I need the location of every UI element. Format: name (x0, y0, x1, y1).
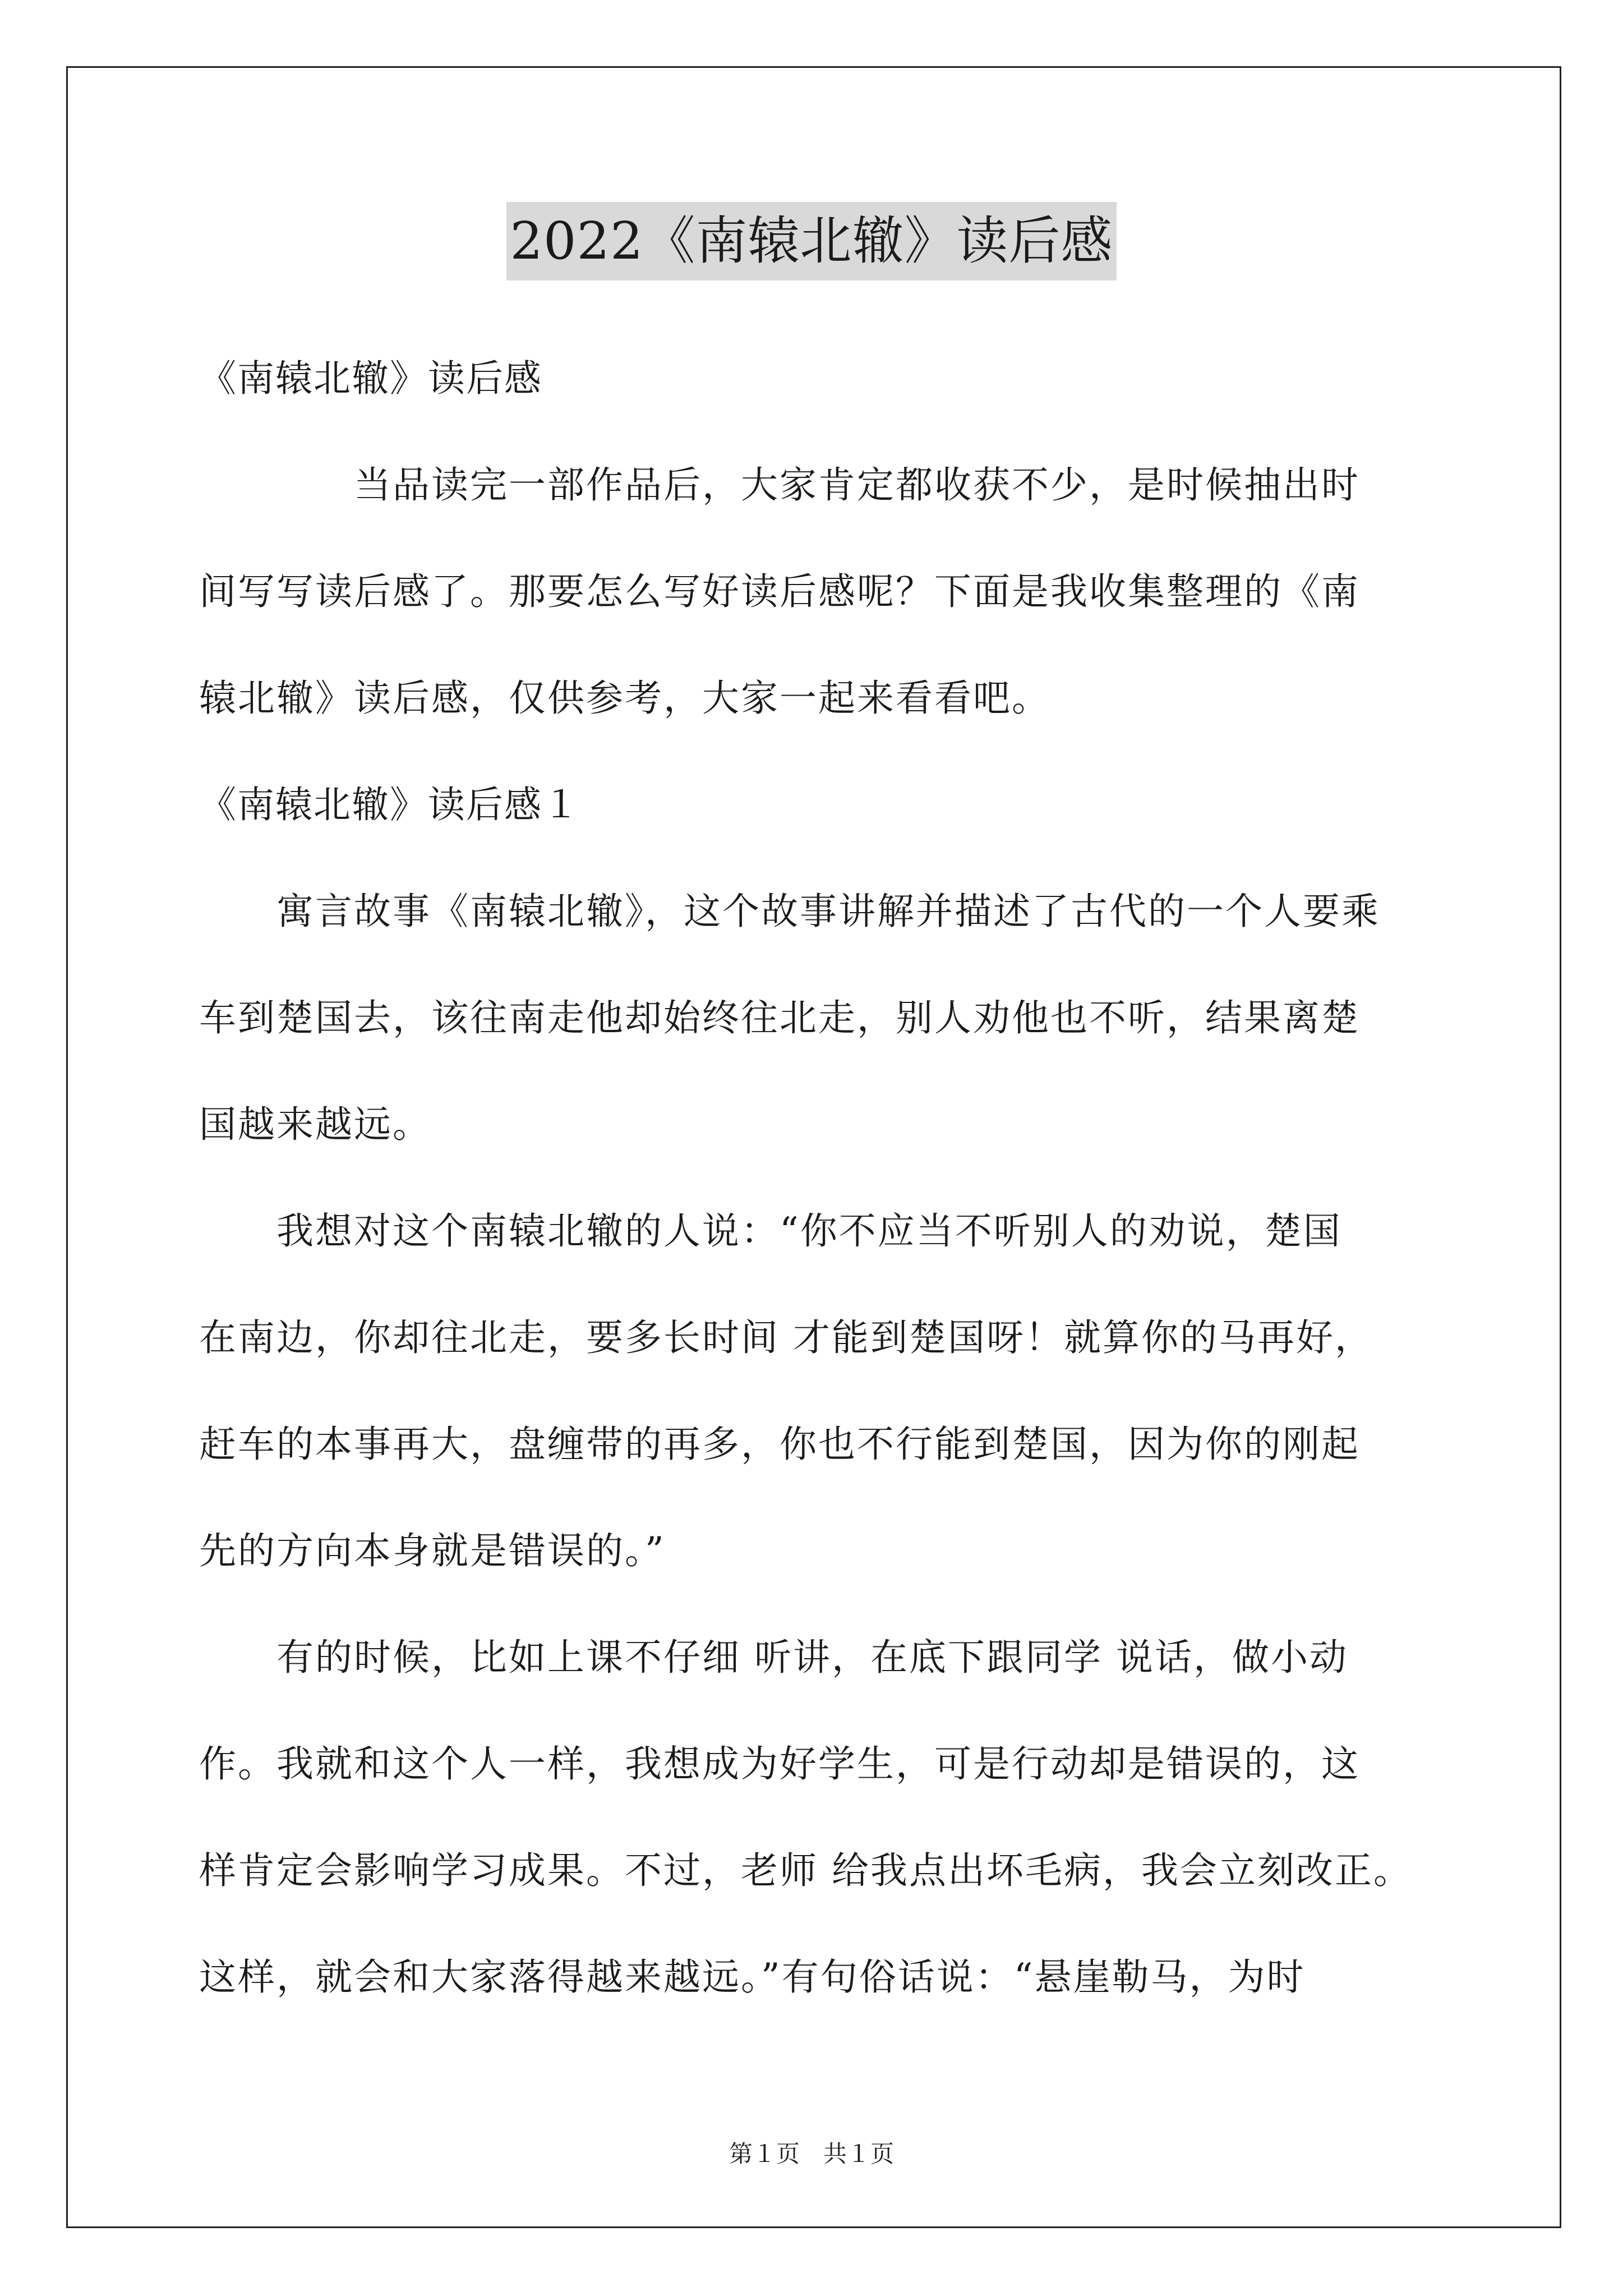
document-title: 2022《南辕北辙》读后感 (506, 202, 1116, 280)
paragraph-line: 这样，就会和大家落得越来越远。”有句俗话说：“悬崖勒马，为时 (199, 1955, 1306, 1999)
paragraph-line: 国越来越远。 (199, 1103, 431, 1146)
paragraph-line: 当品读完一部作品后，大家肯定都收获不少，是时候抽出时 (199, 463, 1360, 507)
paragraph-line: 赶车的本事再大，盘缠带的再多，你也不行能到楚国，因为你的刚起 (199, 1423, 1360, 1466)
paragraph-line: 间写写读后感了。那要怎么写好读后感呢？下面是我收集整理的《南 (199, 570, 1360, 613)
section-heading: 《南辕北辙》读后感１ (199, 783, 580, 826)
paragraph-line: 我想对这个南辕北辙的人说：“你不应当不听别人的劝说，楚国 (199, 1209, 1342, 1253)
paragraph-line: 辕北辙》读后感，仅供参考，大家一起来看看吧。 (199, 677, 1050, 720)
title-container (0, 202, 1623, 280)
paragraph-line: 寓言故事《南辕北辙》，这个故事讲解并描述了古代的一个人要乘 (199, 890, 1380, 933)
paragraph-line: 样肯定会影响学习成果。不过，老师 给我点出坏毛病，我会立刻改正。 (199, 1849, 1412, 1892)
paragraph-line: 在南边，你却往北走，要多长时间 才能到楚国呀！就算你的马再好， (199, 1316, 1373, 1359)
paragraph-line: 车到楚国去，该往南走他却始终往北走，别人劝他也不听，结果离楚 (199, 996, 1360, 1039)
paragraph-line: 作。我就和这个人一样，我想成为好学生，可是行动却是错误的，这 (199, 1742, 1360, 1786)
doc-heading: 《南辕北辙》读后感 (199, 357, 542, 400)
paragraph-line: 先的方向本身就是错误的。” (199, 1529, 666, 1572)
page-footer: 第１页 共１页 (728, 2140, 894, 2168)
paragraph-line: 有的时候，比如上课不仔细 听讲，在底下跟同学 说话，做小动 (199, 1636, 1348, 1679)
